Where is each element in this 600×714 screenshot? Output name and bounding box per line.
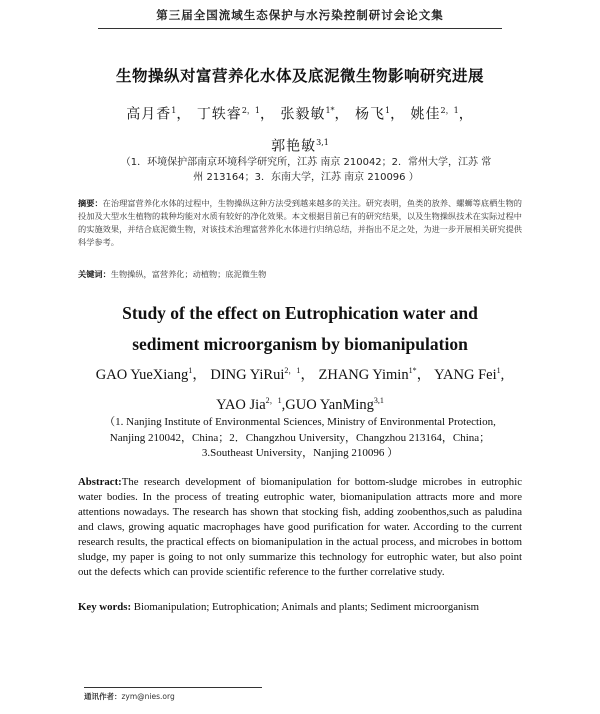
author-en-3: ZHANG Yimin	[318, 366, 409, 383]
chinese-authors-line2: 郭艳敏$^{3,1}$	[271, 137, 329, 155]
author-en-5: YAO Jia	[216, 396, 266, 413]
chinese-title: 生物操纵对富营养化水体及底泥微生物影响研究进展	[115, 67, 484, 85]
chinese-keywords	[78, 268, 522, 281]
english-affiliations: （1. Nanjing Institute of Environmental Sciences, Ministry of Environmental Protection, Nanjing 210042，China；2．Changzhou University，Changzhou 213164，China； 3.Southeast University，Nanjing 210096 ）	[104, 416, 496, 459]
author-cn-2: 丁轶睿	[196, 106, 242, 123]
chinese-authors	[0, 97, 600, 160]
author-cn-4: 杨飞	[355, 106, 385, 123]
chinese-abstract-text: 在治理富营养化水体的过程中，生物操纵这种方法受到越来越多的关注。研究表明，鱼类的放养、螺蛳等底栖生物的投加及大型水生植物的栽种均能对水质有较好的净化效果。本文根据目前已有的研究结果，以及生物操纵技术在实际过程中的实施效果，并结合底泥微生物，对该技术治理富营养化水体进行归纳总结，并指出不足之处，为进一步开展相关研究提供科学参考。	[78, 198, 522, 247]
chinese-abstract-label: 摘要：	[78, 198, 103, 208]
chinese-keywords-label: 关键词：	[78, 269, 111, 279]
english-authors-line2: YAO Jia$^{2,1}$,GUO YanMing$^{3,1}$	[216, 395, 384, 413]
header-rule	[98, 28, 502, 29]
chinese-authors-line1: 高月香$^1$， 丁轶睿$^{2,1}$， 张毅敏$^{1*}$， 杨飞$^1$， 姚佳$^{2,1}$，	[126, 106, 474, 123]
author-en-6: GUO YanMing	[285, 396, 374, 413]
english-authors	[0, 358, 600, 418]
author-cn-5: 姚佳	[410, 106, 441, 123]
english-title-line2: sediment microorganism by biomanipulation	[132, 334, 468, 354]
english-title-line1: Study of the effect on Eutrophication water and	[122, 303, 478, 323]
english-abstract-label: Abstract:	[78, 476, 122, 488]
corresponding-author-footnote	[84, 691, 384, 702]
footnote-email: zym@nies.org	[121, 692, 175, 701]
author-cn-3: 张毅敏	[280, 106, 326, 123]
english-abstract-text: The research development of biomanipulation for bottom-sludge microbes in eutrophic water bodies. In the process of treating eutrophic water, biomanipulation attracts more and more attentions nowadays. The research has shown that stocking fish, adding zoobenthos,such as paludina and claws, growing aquatic macrophages have good purification for water. According to the current research results, the practical effects on biomanipulation in the actual process, and microbes in bottom sludge, my paper is going to not only summarize this technology for eutrophic water, but also point out the defects which can provide scientific reference to the further correlative study.	[78, 476, 522, 578]
footnote-rule	[84, 687, 262, 688]
author-en-1: GAO YueXiang	[95, 366, 189, 383]
chinese-keywords-text: 生物操纵，富营养化；动植物；底泥微生物	[110, 269, 267, 279]
author-cn-6: 郭艳敏	[271, 138, 317, 155]
footnote-label: 通讯作者：	[84, 692, 122, 701]
author-en-2: DING YiRui	[210, 366, 285, 383]
chinese-abstract	[78, 197, 522, 249]
english-abstract	[78, 475, 522, 580]
english-keywords-text: Biomanipulation; Eutrophication; Animals and plants; Sediment microorganism	[133, 601, 480, 613]
chinese-affiliations: （1．环境保护部南京环境科学研究所，江苏 南京 210042；2．常州大学，江苏 常州 213164；3．东南大学，江苏 南京 210096 ）	[120, 157, 492, 183]
running-header: 第三届全国流域生态保护与水污染控制研讨会论文集	[156, 8, 444, 22]
author-en-4: YANG Fei	[434, 366, 497, 383]
english-authors-line1: GAO YueXiang$^1$， DING YiRui$^{2,1}$， ZHANG Yimin$^{1*}$， YANG Fei$^1$,	[95, 366, 505, 383]
english-keywords	[78, 600, 522, 615]
english-keywords-label: Key words:	[78, 601, 132, 613]
english-title	[0, 298, 600, 360]
author-cn-1: 高月香	[126, 106, 172, 123]
